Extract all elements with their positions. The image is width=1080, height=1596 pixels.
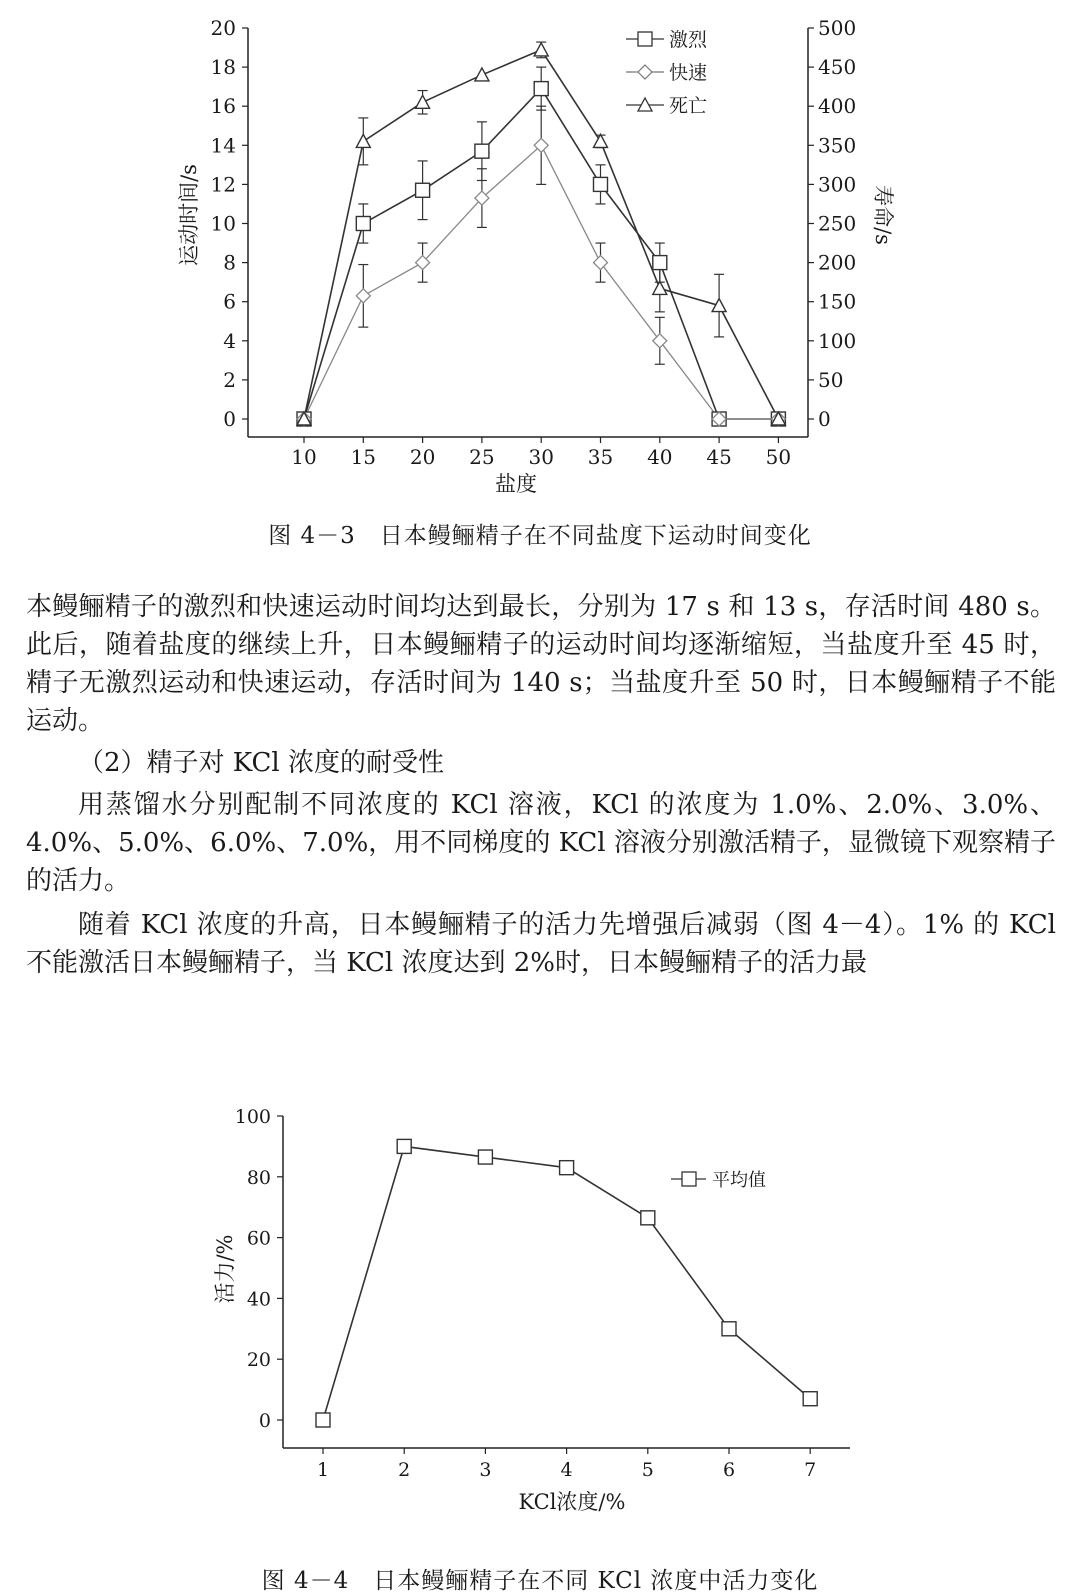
- figure-4-4-chart: [0, 1104, 1080, 1556]
- legend-marker-square: [638, 32, 652, 46]
- x-tick-label: 1: [316, 1459, 330, 1481]
- data-point-triangle: [653, 281, 667, 294]
- y-tick-label: 20: [246, 1349, 271, 1372]
- y-tick-label-right: 450: [818, 55, 857, 80]
- x-tick-label: 3: [479, 1459, 492, 1481]
- data-point-triangle: [594, 134, 608, 147]
- y-tick-label-left: 20: [210, 16, 236, 40]
- y-tick-label-left: 16: [210, 94, 236, 119]
- data-point-mean: [560, 1161, 574, 1175]
- x-tick-label: 25: [469, 445, 495, 469]
- paragraph-3: 随着 KCl 浓度的升高，日本鳗鲡精子的活力先增强后减弱（图 4－4）。1% 的 KCl 不能激活日本鳗鲡精子，当 KCl 浓度达到 2%时，日本鳗鲡精子的活力最: [26, 910, 1056, 978]
- x-tick-label: 45: [706, 445, 732, 469]
- y-tick-label-right: 0: [818, 407, 831, 431]
- legend: [626, 29, 708, 117]
- legend: [671, 1170, 766, 1191]
- x-tick-label: 30: [528, 445, 554, 469]
- y-tick-label-left: 8: [223, 250, 236, 275]
- data-point-square: [653, 256, 667, 270]
- data-point-mean: [478, 1150, 492, 1164]
- data-point-diamond: [356, 289, 370, 303]
- y-axis-label: 活力/%: [213, 1234, 237, 1304]
- chart-frame: [248, 28, 808, 437]
- y-tick-label-right: 200: [818, 250, 857, 275]
- section-heading: （2）精子对 KCl 浓度的耐受性: [78, 748, 445, 778]
- y-tick-label-left: 0: [223, 407, 236, 431]
- x-tick-label: 15: [350, 445, 377, 469]
- y-tick-label: 0: [258, 1410, 271, 1432]
- y-tick-label-right: 50: [818, 367, 844, 392]
- y-tick-label-right: 500: [818, 16, 857, 40]
- legend-label-death: 死亡: [669, 95, 708, 117]
- data-point-triangle: [416, 95, 430, 108]
- x-tick-label: 35: [587, 445, 614, 469]
- data-point-mean: [316, 1413, 330, 1427]
- y-axis-label-left: 运动时间/s: [177, 164, 201, 266]
- y-tick-label-right: 150: [818, 289, 857, 314]
- x-tick-label: 10: [291, 445, 317, 469]
- x-tick-label: 5: [641, 1459, 654, 1481]
- x-axis-label: 盐度: [495, 472, 537, 496]
- x-tick-label: 2: [398, 1459, 411, 1481]
- x-tick-label: 20: [409, 445, 436, 469]
- y-tick-label: 40: [246, 1288, 271, 1311]
- figure-4-3-caption: 图 4－3 日本鳗鲡精子在不同盐度下运动时间变化: [268, 523, 812, 549]
- y-tick-label: 60: [246, 1227, 271, 1250]
- data-point-diamond: [653, 334, 667, 348]
- x-tick-label: 50: [765, 445, 792, 469]
- legend-marker-diamond: [638, 65, 652, 79]
- data-point-triangle: [356, 134, 370, 147]
- y-tick-label-left: 18: [210, 55, 236, 80]
- y-tick-label-right: 350: [818, 133, 857, 158]
- data-point-mean: [397, 1139, 411, 1153]
- data-point-diamond: [594, 256, 608, 270]
- data-point-square: [475, 144, 489, 158]
- paragraph-1: 本鳗鲡精子的激烈和快速运动时间均达到最长，分别为 17 s 和 13 s，存活时间 480 s。此后，随着盐度的继续上升，日本鳗鲡精子的运动时间均逐渐缩短，当盐度升至 45 时，精子无激烈运动和快速运动，存活时间为 140 s；当盐度升至 50 时，日本鳗鲡精子不能运动。: [26, 592, 1056, 736]
- y-tick-label-left: 10: [210, 211, 236, 236]
- data-point-mean: [722, 1322, 736, 1336]
- x-tick-label: 4: [560, 1459, 573, 1481]
- y-tick-label: 80: [246, 1166, 271, 1189]
- y-tick-label-left: 2: [223, 367, 236, 392]
- legend-label-fast: 快速: [669, 62, 708, 84]
- legend-label-intense: 激烈: [669, 29, 708, 51]
- data-point-triangle: [475, 68, 489, 81]
- x-tick-label: 7: [804, 1459, 817, 1481]
- x-tick-label: 40: [647, 445, 673, 469]
- data-point-triangle: [534, 43, 548, 56]
- y-tick-label-right: 100: [818, 328, 857, 353]
- data-point-square: [594, 177, 608, 191]
- y-tick-label-right: 300: [818, 172, 857, 197]
- y-tick-label-right: 400: [818, 94, 857, 119]
- y-tick-label-right: 250: [818, 211, 857, 236]
- data-point-square: [416, 183, 430, 197]
- y-tick-label-left: 4: [223, 328, 236, 353]
- y-tick-label-left: 12: [210, 172, 236, 197]
- figure-4-4-caption: 图 4－4 日本鳗鲡精子在不同 KCl 浓度中活力变化: [261, 1568, 819, 1594]
- y-tick-label-left: 6: [223, 289, 236, 314]
- figure-4-3-chart: [0, 0, 1080, 510]
- x-axis-label: KCl浓度/%: [518, 1490, 626, 1514]
- series-line-diamond: [304, 145, 778, 419]
- data-point-square: [534, 82, 548, 96]
- data-point-mean: [803, 1392, 817, 1406]
- body-text: [26, 588, 1056, 982]
- paragraph-2: 用蒸馏水分别配制不同浓度的 KCl 溶液，KCl 的浓度为 1.0%、2.0%、3.0%、4.0%、5.0%、6.0%、7.0%，用不同梯度的 KCl 溶液分别激活精子，显微镜下观察精子的活力。: [26, 790, 1056, 896]
- data-point-square: [356, 217, 370, 231]
- data-point-triangle: [712, 299, 726, 312]
- legend-marker-square: [682, 1172, 696, 1186]
- data-point-mean: [641, 1211, 655, 1225]
- legend-label-mean: 平均值: [712, 1170, 766, 1191]
- x-tick-label: 6: [722, 1459, 736, 1481]
- y-tick-label: 100: [234, 1106, 271, 1128]
- y-tick-label-left: 14: [210, 133, 236, 158]
- y-axis-label-right: 寿命/s: [871, 185, 895, 245]
